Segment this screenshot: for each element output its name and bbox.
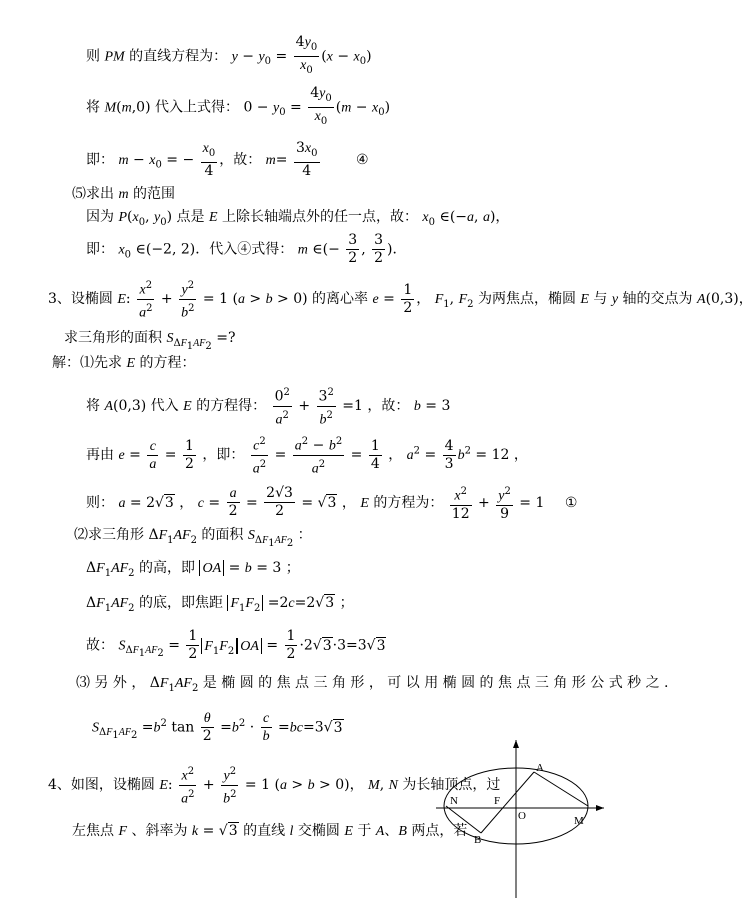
text-line-4: ⑸求出 m 的范围 [72,186,176,202]
text-line-3: 即： $m - x_0$ = − $\frac{x_0}{4}$ ，故： m= $\frac{3x_0}{4}$ ④ [86,140,369,179]
y-axis-arrow [513,740,519,748]
text-line-19: 4、如图，设椭圆 E: $\frac{x^2}{a^2}$ + $\frac{y^2}{b^2}$ = 1 (a > b > 0)， M, N 为长轴顶点，过 [48,763,500,807]
x-axis-arrow [596,805,604,811]
text-line-8: 求三角形的面积 $S_{\Delta F_1AF_2}$ =? [64,330,236,352]
text-line-7: 3、设椭圆 E: $\frac{x^2}{a^2}$ + $\frac{y^2}{b^2}$ = 1 (a > b > 0) 的离心率 e = $\frac{1}{2}$ ， $F_1$, $F_2$ 为两焦点，椭圆 E 与 y 轴的交点为 A(0,3)， [48,277,753,321]
text-line-1: 则 PM 的直线方程为： $y - y_0$ = $\frac{4y_0}{x_0}$ $(x - x_0)$ [86,34,372,76]
text-line-16: 故： $S_{\Delta F_1AF_2}$ = $\frac{1}{2}$ $F_1F_2$ OA = $\frac{1}{2}$ ·2√3·3=3√3 [86,628,386,662]
text-line-6: 即： $x_0$ ∈(−2, 2)．代入④式得： m ∈(− $\frac{3}{2}$ , $\frac{3}{2}$ )． [86,232,407,266]
label-o: O [518,810,526,822]
text-line-10: 将 A(0,3) 代入 E 的方程得： $\frac{0^2}{a^2}$ + $\frac{3^2}{b^2}$ =1 ，故： b = 3 [86,384,450,428]
segment-am [534,772,588,806]
label-n: N [450,795,458,807]
text-line-15: $\Delta F_1AF_2$ 的底，即焦距 $F_1F_2 =2c=2√3$ ； [86,595,354,614]
text-line-18: $S_{\Delta F_1AF_2} =b^2$ tan $\frac{\theta}{2}$ $=b^2$ · $\frac{c}{b}$ =bc=3√3 [92,711,343,744]
text-line-11: 再由 e = $\frac{c}{a}$ = $\frac{1}{2}$ ，即： $\frac{c^2}{a^2}$ = $\frac{a^2 - b^2}{a^2}$ = $\frac{1}{4}$ ， $a^2$ = $\frac{4}{3}$ $b^2 = 12$ ， [86,433,528,477]
label-m: M [574,815,584,827]
label-b: B [474,834,482,846]
text-line-9: 解：⑴先求 E 的方程： [52,355,196,371]
text-line-20: 左焦点 F 、斜率为 k = √3 的直线 l 交椭圆 E 于 A、B 两点，若 [72,823,468,839]
text-line-13: ⑵求三角形 $\Delta F_1AF_2$ 的面积 $S_{\Delta F_1AF_2}$ ： [74,527,312,549]
text-line-12: 则： a = 2√3 ， c = $\frac{a}{2}$ = $\frac{2√3}{2}$ = √3 ， E 的方程为： $\frac{x^2}{12}$ + $\frac{y^2}{9}$ = 1 ① [86,483,577,523]
text-line-5: 因为 $P(x_0$, $y_0$) 点是 E 上除长轴端点外的任一点，故： $x_0$ ∈(−a, a)， [86,209,510,228]
line-l [481,772,534,833]
label-f: F [494,795,501,807]
label-a: A [536,762,544,774]
text-line-17: ⑶ 另 外 ， $\Delta F_1AF_2$ 是 椭 圆 的 焦 点 三 角 形 ， 可 以 用 椭 圆 的 焦 点 三 角 形 公 式 秒 之 . [76,675,669,694]
text-line-14: $\Delta F_1AF_2$ 的高，即 OA = b = 3 ； [86,560,300,579]
segment-nb [446,806,481,833]
text-line-2: 将 M(m,0) 代入上式得： $0 - y_0$ = $\frac{4y_0}{x_0}$ $(m - x_0)$ [86,85,391,127]
ellipse-figure [436,738,606,898]
